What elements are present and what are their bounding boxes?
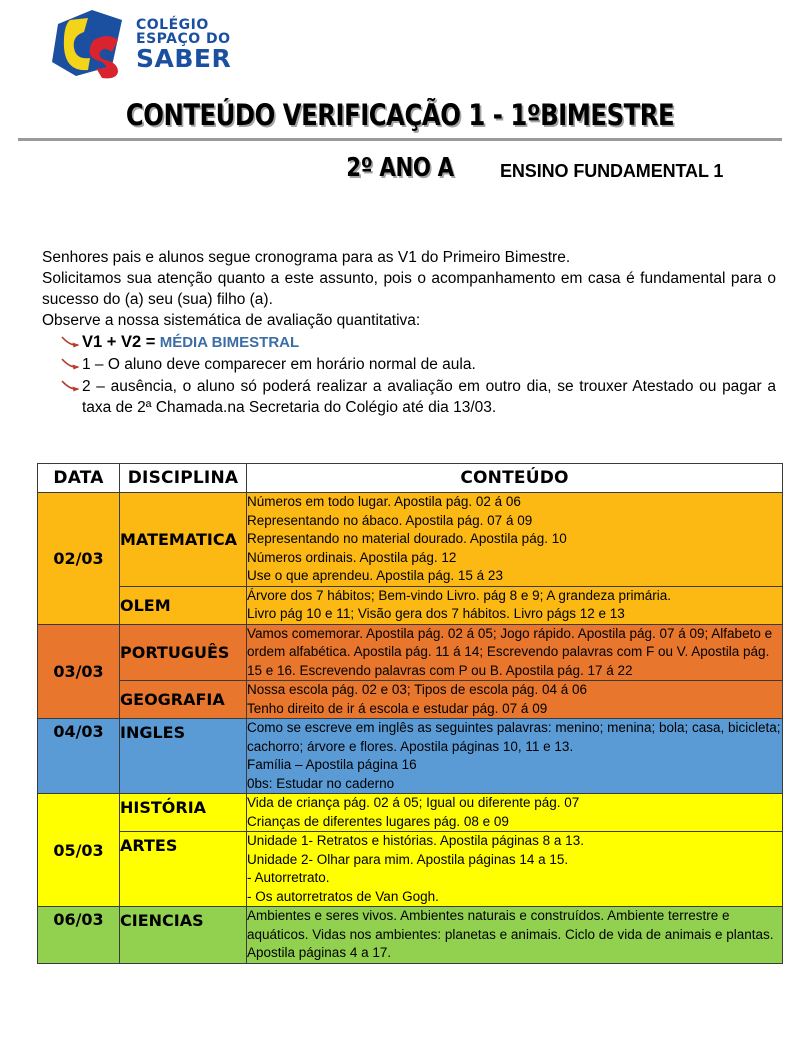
- content-line: Nossa escola pág. 02 e 03; Tipos de escola pág. 04 á 06: [247, 682, 587, 697]
- rule-formula-result: MÉDIA BIMESTRAL: [159, 334, 300, 351]
- list-item: [60, 332, 776, 353]
- arrow-bullet-icon: [60, 333, 82, 353]
- cell-subject: PORTUGUÊS: [120, 624, 247, 681]
- cell-subject: CIENCIAS: [120, 907, 247, 964]
- content-line: Números ordinais. Apostila pág. 12: [247, 549, 457, 565]
- content-line: Vamos comemorar. Apostila pág. 02 á 05; Jogo rápido. Apostila pág. 07 á 09; Alfabeto e ordem alfabética. Apostila pág. 11 á 14; Escrevendo palavras com F ou V. Apostila pág. 15 e 16. Escrevendo palavras com P ou B. Apostila pág. 17 á 22: [247, 625, 773, 678]
- cell-date: 06/03: [38, 907, 120, 964]
- table-row: [38, 493, 783, 587]
- content-line: Vida de criança pág. 02 á 05; Igual ou diferente pág. 07: [247, 795, 580, 810]
- cell-subject: HISTÓRIA: [120, 794, 247, 832]
- table-row: [38, 681, 783, 719]
- content-line: 0bs: Estudar no caderno: [247, 775, 395, 791]
- table-row: [38, 794, 783, 832]
- cell-content: [247, 832, 783, 907]
- evaluation-rules-list: [60, 332, 776, 418]
- logo-line-2: ESPAÇO DO: [136, 30, 231, 47]
- page-title: CONTEÚDO VERIFICAÇÃO 1 - 1ºBIMESTRE: [125, 98, 675, 132]
- table-row: [38, 832, 783, 907]
- cell-subject: ARTES: [120, 832, 247, 907]
- content-line: - Os autorretratos de Van Gogh.: [247, 888, 439, 904]
- rule-formula: V1 + V2 =: [82, 333, 156, 351]
- rule-text-2: 2 – ausência, o aluno só poderá realizar a avaliação em outro dia, se trouxer Atestado ou pagar a taxa de 2ª Chamada.na Secretaria do Colégio até dia 13/03.: [82, 378, 776, 416]
- table-row: [38, 719, 783, 794]
- cell-date: 04/03: [38, 719, 120, 794]
- arrow-bullet-icon: [60, 377, 82, 397]
- content-line: Livro pág 10 e 11; Visão gera dos 7 hábitos. Livro págs 12 e 13: [247, 606, 625, 621]
- schedule-table: [37, 463, 783, 964]
- list-item: [60, 376, 776, 418]
- arrow-bullet-icon: [60, 355, 82, 375]
- intro-paragraph: [42, 247, 776, 331]
- table-row: [38, 624, 783, 681]
- table-header-row: [38, 464, 783, 493]
- content-line: Crianças de diferentes lugares pág. 08 e 09: [247, 813, 509, 829]
- cell-date: 02/03: [38, 493, 120, 625]
- logo-line-3: SABER: [136, 43, 232, 73]
- column-header-data: DATA: [38, 464, 120, 493]
- title-divider: [18, 138, 782, 141]
- cell-content: [247, 794, 783, 832]
- column-header-disciplina: DISCIPLINA: [120, 464, 247, 493]
- cell-content: [247, 586, 783, 624]
- cell-subject: GEOGRAFIA: [120, 681, 247, 719]
- column-header-conteudo: CONTEÚDO: [247, 464, 783, 493]
- logo-wordmark: [136, 18, 231, 71]
- intro-line-1: Senhores pais e alunos segue cronograma para as V1 do Primeiro Bimestre.: [42, 249, 571, 266]
- cell-content: [247, 624, 783, 681]
- table-row: [38, 907, 783, 964]
- cell-content: [247, 493, 783, 587]
- content-line: Ambientes e seres vivos. Ambientes naturais e construídos. Ambiente terrestre e aquáticos. Vidas nos ambientes: planetas e animais. Ciclo de vida de animais e plantas. Apostila páginas 4 a 17.: [247, 908, 774, 960]
- cell-date: 05/03: [38, 794, 120, 907]
- document-header: [0, 0, 800, 92]
- content-line: Unidade 2- Olhar para mim. Apostila páginas 14 a 15.: [247, 851, 569, 867]
- school-logo: [48, 6, 231, 82]
- list-item: [60, 354, 776, 375]
- content-line: - Autorretrato.: [247, 870, 330, 885]
- cell-date: 03/03: [38, 624, 120, 719]
- table-row: [38, 586, 783, 624]
- education-level-label: ENSINO FUNDAMENTAL 1: [500, 161, 724, 181]
- content-line: Use o que aprendeu. Apostila pág. 15 á 23: [247, 568, 503, 583]
- page-subtitle: 2º ANO A: [346, 153, 454, 183]
- content-line: Árvore dos 7 hábitos; Bem-vindo Livro. pág 8 e 9; A grandeza primária.: [247, 587, 671, 603]
- cell-content: [247, 719, 783, 794]
- cell-content: [247, 681, 783, 719]
- content-line: Representando no material dourado. Apostila pág. 10: [247, 531, 567, 546]
- cell-subject: MATEMATICA: [120, 493, 247, 587]
- content-line: Unidade 1- Retratos e histórias. Apostila páginas 8 a 13.: [247, 833, 584, 848]
- cell-content: [247, 907, 783, 964]
- content-line: Tenho direito de ir á escola e estudar pág. 07 á 09: [247, 700, 548, 716]
- cell-subject: OLEM: [120, 586, 247, 624]
- logo-line-1: COLÉGIO: [136, 16, 209, 33]
- content-line: Números em todo lugar. Apostila pág. 02 á 06: [247, 494, 521, 509]
- cell-subject: INGLES: [120, 719, 247, 794]
- logo-mark-icon: [48, 6, 132, 82]
- content-line: Família – Apostila página 16: [247, 757, 417, 772]
- content-line: Representando no ábaco. Apostila pág. 07 á 09: [247, 512, 533, 528]
- content-line: Como se escreve em inglês as seguintes palavras: menino; menina; bola; casa, bicicleta; cachorro; árvore e flores. Apostila páginas 10, 11 e 13.: [247, 720, 781, 754]
- intro-line-2: Solicitamos sua atenção quanto a este assunto, pois o acompanhamento em casa é fundamental para o sucesso do (a) seu (sua) filho (a).: [42, 270, 776, 308]
- rule-text-1: 1 – O aluno deve comparecer em horário normal de aula.: [82, 356, 476, 373]
- intro-line-3: Observe a nossa sistemática de avaliação quantitativa:: [42, 312, 421, 329]
